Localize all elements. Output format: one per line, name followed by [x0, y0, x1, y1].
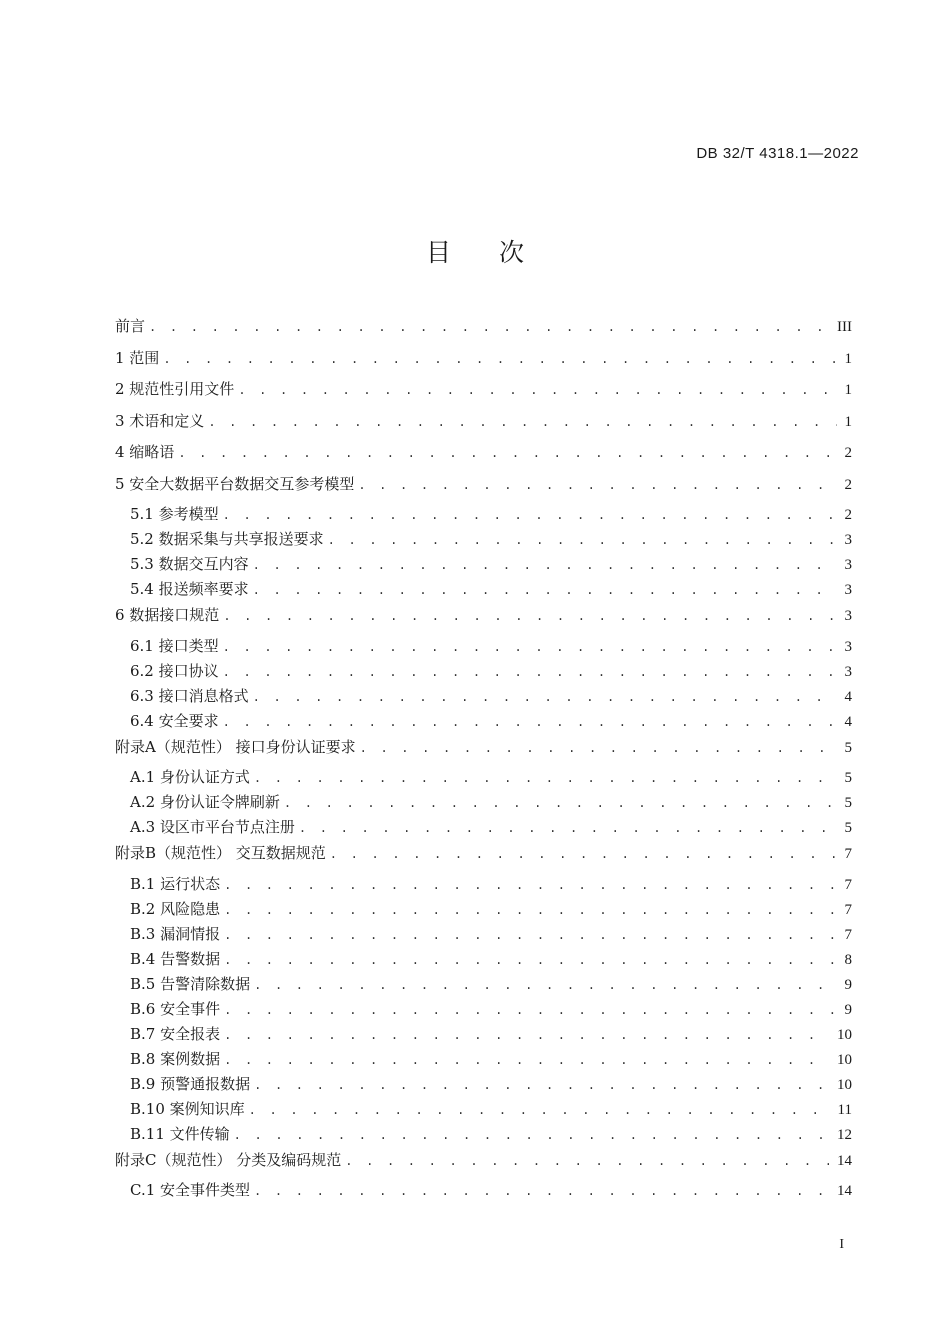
toc-entry-label: 附录B（规范性） 交互数据规范 — [115, 844, 326, 862]
toc-entry-page: 2 — [844, 507, 852, 523]
toc-entry[interactable] — [115, 815, 852, 840]
dot-leader — [163, 346, 836, 372]
dot-leader — [358, 472, 836, 498]
toc-entry[interactable] — [115, 765, 852, 790]
toc-entry-page: III — [837, 319, 852, 335]
dot-leader — [254, 1073, 829, 1097]
toc-entry-page: 8 — [844, 951, 852, 968]
toc-entry-page: 5 — [844, 739, 852, 756]
toc-entry-page: 14 — [837, 1183, 852, 1199]
toc-entry[interactable] — [115, 471, 852, 503]
document-code: DB 32/T 4318.1—2022 — [696, 145, 859, 162]
page-number: I — [839, 1237, 844, 1252]
dot-leader — [223, 635, 837, 659]
toc-entry-label: 6.1 接口类型 — [130, 636, 219, 655]
toc-entry-label: 附录C（规范性） 分类及编码规范 — [115, 1150, 342, 1169]
toc-entry-page: 3 — [844, 557, 852, 573]
toc-entry[interactable] — [115, 1147, 852, 1179]
dot-leader — [178, 440, 836, 466]
page-title — [0, 233, 950, 269]
toc-entry-label: 6.3 接口消息格式 — [130, 686, 249, 705]
toc-entry-page: 4 — [844, 688, 852, 705]
toc-entry[interactable] — [115, 1122, 852, 1147]
toc-entry[interactable] — [115, 577, 852, 602]
title-char-1: 目 — [425, 238, 451, 267]
toc-entry-page: 3 — [844, 532, 852, 548]
toc-entry[interactable] — [115, 872, 852, 897]
toc-entry-label: A.2 身份认证令牌刷新 — [130, 793, 280, 811]
dot-leader — [330, 841, 837, 867]
toc-entry-label: 6 数据接口规范 — [115, 606, 220, 624]
toc-entry-label: B.8 案例数据 — [130, 1049, 221, 1068]
toc-entry-label: 5 安全大数据平台数据交互参考模型 — [115, 474, 355, 493]
toc-entry-label: A.3 设区市平台节点注册 — [130, 818, 295, 836]
dot-leader — [345, 1148, 829, 1174]
toc-entry[interactable] — [115, 408, 852, 440]
toc-entry[interactable] — [115, 439, 852, 471]
toc-entry-page: 1 — [844, 350, 852, 367]
toc-entry-page: 4 — [844, 713, 852, 730]
toc-entry-page: 3 — [844, 608, 852, 624]
dot-leader — [299, 816, 837, 840]
toc-entry-page: 7 — [844, 876, 852, 893]
toc-entry-label: 5.3 数据交互内容 — [130, 555, 249, 573]
toc-entry-page: 1 — [844, 413, 852, 430]
dot-leader — [223, 603, 836, 629]
toc-entry-label: B.4 告警数据 — [130, 949, 221, 968]
dot-leader — [224, 873, 836, 897]
toc-entry-label: A.1 身份认证方式 — [130, 768, 250, 786]
toc-entry[interactable] — [115, 634, 852, 659]
dot-leader — [284, 791, 837, 815]
toc-entry-label: B.1 运行状态 — [130, 874, 221, 893]
toc-entry[interactable] — [115, 997, 852, 1022]
toc-entry-page: 1 — [844, 382, 852, 398]
toc-entry[interactable] — [115, 1022, 852, 1047]
toc-entry-label: B.10 案例知识库 — [130, 1099, 245, 1118]
toc-entry[interactable] — [115, 790, 852, 815]
toc-entry[interactable] — [115, 659, 852, 684]
dot-leader — [254, 973, 836, 997]
dot-leader — [254, 1179, 829, 1203]
toc-entry-label: B.9 预警通报数据 — [130, 1074, 251, 1093]
dot-leader — [224, 948, 836, 972]
toc-entry-label: 5.4 报送频率要求 — [130, 580, 249, 598]
toc-entry[interactable] — [115, 345, 852, 377]
toc-entry-page: 12 — [837, 1126, 852, 1143]
toc-entry[interactable] — [115, 840, 852, 872]
toc-entry-label: B.2 风险隐患 — [130, 899, 221, 918]
dot-leader — [328, 528, 837, 552]
toc-entry-label: B.6 安全事件 — [130, 999, 221, 1018]
toc-entry-label: 6.2 接口协议 — [130, 661, 219, 680]
dot-leader — [253, 685, 837, 709]
toc-entry-label: 6.4 安全要求 — [130, 711, 219, 730]
toc-entry-label: B.3 漏洞情报 — [130, 924, 221, 943]
dot-leader — [149, 314, 829, 340]
dot-leader — [223, 710, 837, 734]
toc-entry-page: 5 — [844, 770, 852, 786]
toc-entry-page: 3 — [844, 663, 852, 680]
toc-entry-page: 7 — [844, 846, 852, 862]
dot-leader — [224, 923, 836, 947]
toc-entry-page: 14 — [837, 1152, 852, 1169]
toc-entry[interactable] — [115, 313, 852, 345]
dot-leader — [224, 1048, 829, 1072]
toc-entry-page: 5 — [844, 795, 852, 811]
dot-leader — [224, 898, 836, 922]
toc-entry-label: 5.1 参考模型 — [130, 505, 219, 523]
toc-entry[interactable] — [115, 897, 852, 922]
dot-leader — [223, 503, 837, 527]
toc-entry[interactable] — [115, 552, 852, 577]
toc-entry-label: C.1 安全事件类型 — [130, 1181, 251, 1199]
toc-entry[interactable] — [115, 1097, 852, 1122]
toc-entry[interactable] — [115, 922, 852, 947]
toc-entry[interactable] — [115, 709, 852, 734]
dot-leader — [360, 735, 837, 761]
toc-entry-label: 4 缩略语 — [115, 443, 175, 461]
toc-entry[interactable] — [115, 1178, 852, 1203]
toc-entry-label: B.7 安全报表 — [130, 1024, 221, 1043]
toc-entry-label: B.5 告警清除数据 — [130, 974, 251, 993]
toc-entry-page: 3 — [844, 638, 852, 655]
toc-entry-page: 10 — [837, 1026, 852, 1043]
toc-entry-page: 11 — [837, 1101, 852, 1118]
toc-entry-page: 10 — [837, 1076, 852, 1093]
toc-entry[interactable] — [115, 1072, 852, 1097]
dot-leader — [224, 998, 836, 1022]
toc-entry-label: 3 术语和定义 — [115, 411, 205, 430]
toc-entry-label: 5.2 数据采集与共享报送要求 — [130, 530, 324, 548]
toc-entry-label: 1 范围 — [115, 348, 160, 367]
dot-leader — [234, 1123, 829, 1147]
table-of-contents — [115, 313, 852, 1203]
toc-entry[interactable] — [115, 1047, 852, 1072]
toc-entry-page: 9 — [844, 1001, 852, 1018]
toc-entry-label: 2 规范性引用文件 — [115, 380, 235, 398]
dot-leader — [238, 377, 836, 403]
toc-entry-label: 附录A（规范性） 接口身份认证要求 — [115, 737, 356, 756]
toc-entry[interactable] — [115, 734, 852, 766]
toc-entry-page: 3 — [844, 582, 852, 598]
toc-entry-page: 9 — [844, 976, 852, 993]
dot-leader — [208, 409, 836, 435]
toc-entry-label: B.11 文件传输 — [130, 1124, 230, 1143]
dot-leader — [224, 1023, 829, 1047]
toc-entry-label: 前言 — [115, 317, 146, 335]
toc-entry-page: 5 — [844, 820, 852, 836]
toc-entry[interactable] — [115, 684, 852, 709]
dot-leader — [254, 766, 837, 790]
toc-entry[interactable] — [115, 527, 852, 552]
title-char-2: 次 — [499, 238, 525, 267]
dot-leader — [249, 1098, 830, 1122]
dot-leader — [223, 660, 837, 684]
dot-leader — [253, 553, 837, 577]
toc-entry-page: 7 — [844, 901, 852, 918]
toc-entry-page: 10 — [837, 1051, 852, 1068]
toc-entry[interactable] — [115, 947, 852, 972]
toc-entry[interactable] — [115, 602, 852, 634]
toc-entry-page: 7 — [844, 926, 852, 943]
toc-entry-page: 2 — [844, 476, 852, 493]
toc-entry[interactable] — [115, 376, 852, 408]
toc-entry-page: 2 — [844, 445, 852, 461]
dot-leader — [253, 578, 837, 602]
toc-entry[interactable] — [115, 972, 852, 997]
toc-entry[interactable] — [115, 502, 852, 527]
